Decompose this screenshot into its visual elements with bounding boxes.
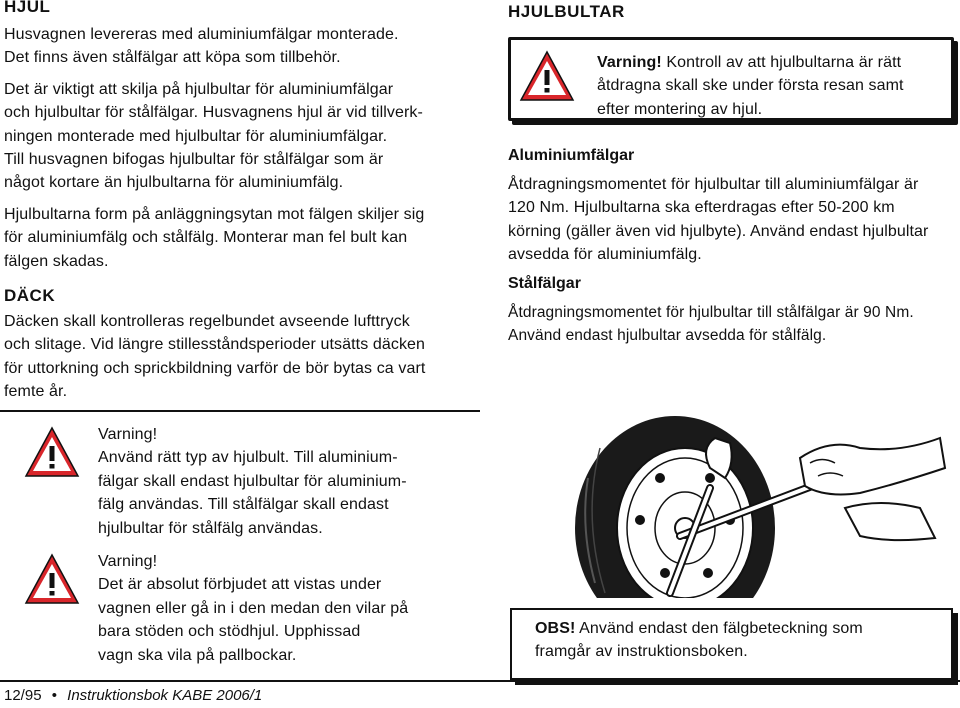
hjul-paragraph-3: [4, 203, 474, 273]
footer-bullet: •: [51, 687, 57, 704]
obs-text: [535, 617, 945, 664]
alu-heading: Aluminiumfälgar: [508, 147, 635, 164]
hjul-paragraph-2: [4, 78, 474, 195]
text-line: framgår av instruktionsboken.: [535, 643, 748, 661]
text-line: Däcken skall kontrolleras regelbundet avseende lufttryck: [4, 313, 410, 330]
stal-text: [508, 301, 958, 348]
text-line: avsedda för aluminiumfälg.: [508, 246, 702, 264]
text-line: Använd endast hjulbultar avsedda för stålfälg.: [508, 327, 827, 345]
alu-text: [508, 173, 958, 267]
dack-heading: DÄCK: [4, 286, 56, 305]
text-line: Det finns även stålfälgar att köpa som tillbehör.: [4, 49, 341, 67]
warning-title: Varning!: [98, 553, 158, 570]
text-line: fälg användas. Till stålfälgar skall endast: [98, 496, 389, 514]
text-line: Det är absolut förbjudet att vistas under: [98, 576, 382, 594]
book-title: Instruktionsbok KABE 2006/1: [67, 687, 263, 704]
wheel-wrench-illustration: [560, 408, 950, 598]
text-line: ningen monterade med hjulbultar för aluminiumfälgar.: [4, 127, 388, 145]
warning-triangle-icon: [519, 50, 575, 102]
obs-box: [510, 608, 953, 680]
text-line: hjulbultar för stålfälg användas.: [98, 519, 323, 537]
text-line: vagn ska vila på pallbockar.: [98, 646, 297, 664]
hjul-text: [4, 23, 474, 273]
warning-triangle-icon: [24, 553, 80, 605]
warning-2-text: [98, 550, 478, 667]
hjulbultar-heading: HJULBULTAR: [508, 2, 625, 21]
text-line: Husvagnen levereras med aluminiumfälgar monterade.: [4, 26, 399, 43]
text-line: Åtdragningsmomentet för hjulbultar till aluminiumfälgar är: [508, 176, 919, 193]
text-line: för aluminiumfälg och stålfälg. Monterar man fel bult kan: [4, 229, 408, 247]
dack-paragraph-1: [4, 310, 474, 404]
text-line: fälgen skadas.: [4, 252, 109, 270]
text-line: körning (gäller även vid hjulbyte). Använd endast hjulbultar: [508, 222, 929, 240]
hjul-heading: HJUL: [4, 0, 51, 16]
text-line: något kortare än hjulbultarna för aluminiumfälg.: [4, 174, 344, 192]
dack-text: [4, 310, 474, 404]
warning-1-text: [98, 423, 478, 540]
text-line: åtdragna skall ske under första resan samt: [597, 77, 904, 95]
warning-title: Varning!: [98, 426, 158, 443]
text-line: Till husvagnen bifogas hjulbultar för stålfälgar som är: [4, 151, 384, 169]
text-line: 120 Nm. Hjulbultarna ska efterdragas efter 50-200 km: [508, 199, 895, 217]
text-line: Kontroll av att hjulbultarna är rätt: [661, 54, 902, 71]
text-line: fälgar skall endast hjulbultar för aluminium-: [98, 472, 407, 490]
warning-box-text: [597, 51, 952, 121]
text-line: och hjulbultar för stålfälgar. Husvagnens hjul är vid tillverk-: [4, 104, 423, 122]
text-line: bara stöden och stödhjul. Upphissad: [98, 623, 361, 641]
warning-triangle-icon: [24, 426, 80, 478]
obs-label: OBS!: [535, 620, 576, 637]
text-line: Åtdragningsmomentet för hjulbultar till stålfälgar är 90 Nm.: [508, 304, 914, 321]
text-line: Använd endast den fälgbeteckning som: [575, 620, 863, 637]
stal-heading: Stålfälgar: [508, 275, 581, 292]
text-line: Använd rätt typ av hjulbult. Till aluminium-: [98, 449, 398, 467]
text-line: för uttorkning och sprickbildning varför de bör bytas ca vart: [4, 359, 426, 377]
warning-title: Varning!: [597, 54, 662, 71]
page-number: 12/95: [4, 687, 42, 704]
warning-box: [508, 37, 954, 121]
hjul-paragraph-1: [4, 23, 474, 70]
page-footer: [4, 687, 262, 704]
text-line: Hjulbultarna form på anläggningsytan mot fälgen skiljer sig: [4, 205, 425, 223]
text-line: och slitage. Vid längre stillesståndsperioder utsätts däcken: [4, 336, 426, 354]
divider: [0, 410, 480, 412]
text-line: vagnen eller gå in i den medan den vilar på: [98, 599, 409, 617]
text-line: femte år.: [4, 383, 68, 401]
text-line: Det är viktigt att skilja på hjulbultar för aluminiumfälgar: [4, 80, 394, 98]
text-line: efter montering av hjul.: [597, 100, 763, 118]
